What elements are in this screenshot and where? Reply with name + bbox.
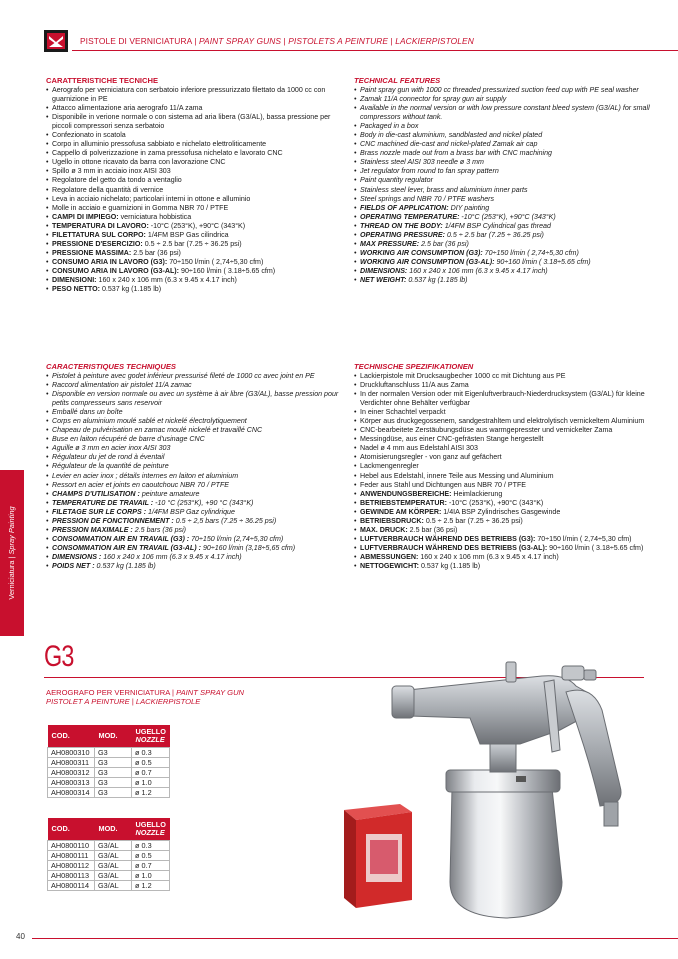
feature-item — [354, 158, 674, 167]
feature-text: verniciatura hobbistica — [118, 212, 192, 221]
feature-label: LUFTVERBRAUCH WÄHREND DES BETRIEBS (G3): — [360, 534, 536, 543]
feature-text: Stainless steel AISI 303 needle ø 3 mm — [360, 158, 484, 167]
feature-label: DIMENSIONS: — [360, 266, 408, 275]
feature-item — [354, 258, 674, 267]
feature-item — [46, 186, 342, 195]
feature-label: FILETAGE SUR LE CORPS : — [52, 507, 147, 516]
feature-label: DIMENSIONS : — [52, 552, 102, 561]
col-header-cod: COD. — [48, 725, 95, 747]
header-part: | — [388, 36, 396, 46]
feature-text: Hebel aus Edelstahl, innere Teile aus Messing und Aluminium — [360, 471, 554, 480]
feature-text: Emballé dans un boîte — [52, 408, 123, 417]
feature-text: Lackmengenregler — [360, 462, 419, 471]
feature-item — [46, 113, 342, 131]
feature-item — [354, 499, 674, 508]
feature-item — [354, 408, 674, 417]
feature-label: CONSUMO ARIA IN LAVORO (G3-AL): — [52, 266, 180, 275]
feature-text: Leva in acciaio nichelato; particolari interni in ottone e alluminio — [52, 194, 251, 203]
feature-text: Steel springs and NBR 70 / PTFE washers — [360, 194, 495, 203]
feature-text: Molle in acciaio e guarnizioni in Gomma NBR 70 / PTFE — [52, 203, 229, 212]
feature-item — [46, 435, 342, 444]
feature-text: Disponibile in verione normale o con sistema ad aria libera (G3/AL), bassa pressione per piccoli compressori senza serbatoio — [52, 113, 331, 131]
feature-item — [354, 276, 674, 285]
feature-label: TEMPERATURE DE TRAVAIL : — [52, 498, 154, 507]
feature-item — [354, 544, 674, 553]
feature-text: Paint spray gun with 1000 cc threaded pressurized suction feed cup with PE seal washer — [360, 86, 639, 94]
feature-item — [354, 231, 674, 240]
feature-item — [354, 186, 674, 195]
feature-text: 2.5 bar (36 psi) — [407, 525, 458, 534]
feature-text: 90÷160 l/min ( 3.18÷5.65 cfm) — [494, 257, 591, 266]
feature-text: Aguille ø 3 mm en acier inox AISI 303 — [52, 444, 171, 453]
feature-label: OPERATING PRESSURE: — [360, 230, 446, 239]
feature-text: Disponible en version normale ou avec un système à air libre (G3/AL), basse pression pour petits compresseurs sans reservoir — [52, 390, 339, 408]
header-part: PAINT SPRAY GUNS — [198, 36, 282, 46]
table-row — [48, 767, 170, 777]
feature-label: MAX PRESSURE: — [360, 239, 420, 248]
product-code-table-g3al — [47, 818, 170, 891]
feature-item — [354, 490, 674, 499]
cell-mod: G3 — [95, 778, 132, 788]
feature-item — [354, 562, 674, 571]
feature-item — [46, 535, 342, 544]
feature-item — [354, 453, 674, 462]
col-header-nozzle — [132, 725, 170, 747]
section-german — [354, 362, 674, 571]
table-header-row — [48, 725, 170, 747]
feature-text: Stainless steel lever, brass and aluminium inner parts — [360, 185, 528, 194]
feature-item — [46, 481, 342, 490]
feature-text: 2.5 bar (36 psi) — [131, 248, 181, 257]
feature-text: Buse en laiton récupéré de barre d'usinage CNC — [52, 435, 205, 444]
feature-text: Feder aus Stahl und Dichtungen aus NBR 70 / PTFE — [360, 480, 527, 489]
feature-text: 1/4IA BSP Zylindrisches Gasgewinde — [441, 507, 561, 516]
feature-label: MAX. DRUCK: — [360, 525, 408, 534]
cell-noz: ø 0.5 — [132, 757, 170, 767]
feature-text: 70÷150 l/min ( 2,74÷5,30 cfm) — [535, 534, 632, 543]
side-label-b: Spray Painting — [7, 506, 16, 555]
feature-item — [354, 462, 674, 471]
feature-item — [46, 408, 342, 417]
feature-item — [46, 553, 342, 562]
feature-item — [354, 435, 674, 444]
feature-item — [354, 140, 674, 149]
feature-text: 160 x 240 x 106 mm (6.3 x 9.45 x 4.17 inch) — [101, 552, 242, 561]
feature-item — [46, 167, 342, 176]
header-part: PISTOLETS A PEINTURE — [288, 36, 389, 46]
feature-text: 0.5 ÷ 2,5 bars (7.25 ÷ 36.25 psi) — [173, 516, 277, 525]
section-title: CARACTERISTIQUES TECHNIQUES — [46, 362, 176, 371]
header-divider — [72, 50, 678, 51]
feature-item — [46, 472, 342, 481]
cell-mod: G3/AL — [95, 850, 132, 860]
header-part: | — [281, 36, 289, 46]
feature-item — [354, 222, 674, 231]
model-sub-c: PISTOLET A PEINTURE | LACKIERPISTOLE — [46, 697, 201, 707]
feature-item — [46, 195, 342, 204]
feature-text: Körper aus druckgegossenem, sandgestrahltem und elektrolytisch vernickeltem Aluminium — [360, 417, 645, 426]
cell-noz: ø 0.5 — [132, 850, 170, 860]
feature-text: Jet regulator from round to fan spray pattern — [360, 167, 499, 176]
feature-text: Body in die-cast aluminium, sandblasted and nickel plated — [360, 131, 543, 140]
feature-text: 1/4FM BSP Gas cilindrica — [145, 230, 229, 239]
feature-text: 90÷160 l/min (3,18÷5,65 cfm) — [200, 543, 296, 552]
col-header-nozzle-en: NOZZLE — [135, 734, 165, 744]
section-title: TECHNISCHE SPEZIFIKATIONEN — [354, 362, 474, 371]
feature-label: CHAMPS D'UTILISATION : — [52, 489, 140, 498]
page-header — [44, 30, 678, 54]
feature-text: 0.537 kg (1.185 lb) — [99, 285, 162, 294]
header-title — [80, 36, 474, 46]
table-row — [48, 747, 170, 757]
cell-mod: G3 — [95, 767, 132, 777]
feature-item — [46, 204, 342, 213]
section-english — [354, 76, 674, 285]
feature-text: -10°C (253°K), +90°C (343°K) — [446, 498, 544, 507]
table-row — [48, 850, 170, 860]
feature-item — [354, 426, 674, 435]
feature-text: Corpo in alluminio pressofusa sabbiato e nichelato elettroliticamente — [52, 140, 267, 149]
feature-text: Attacco alimentazione aria aerografo 11/A zama — [52, 104, 203, 113]
feature-item — [354, 131, 674, 140]
feature-text: 160 x 240 x 106 mm (6.3 x 9.45 x 4.17 inch) — [96, 275, 237, 284]
model-sub-a: AEROGRAFO PER VERNICIATURA | — [46, 688, 177, 697]
feature-text: Nadel ø 4 mm aus Edelstahl AISI 303 — [360, 444, 478, 453]
cell-noz: ø 1.0 — [132, 871, 170, 881]
header-part: PISTOLE DI VERNICIATURA | — [80, 36, 199, 46]
feature-item — [46, 381, 342, 390]
feature-item — [46, 140, 342, 149]
page-number: 40 — [16, 932, 25, 941]
feature-item — [354, 240, 674, 249]
feature-list — [354, 86, 674, 285]
feature-text: Régulateur du jet de rond à éventail — [52, 453, 165, 462]
feature-text: CNC machined die-cast and nickel-plated Zamak air cap — [360, 140, 538, 149]
feature-text: Atomisierungsregler - von ganz auf gefächert — [360, 453, 502, 462]
feature-item — [46, 562, 342, 571]
feature-item — [354, 176, 674, 185]
feature-text: 90÷160 l/min ( 3.18÷5.65 cfm) — [547, 543, 644, 552]
feature-label: CONSOMMATION AIR EN TRAVAIL (G3) : — [52, 534, 190, 543]
feature-item — [46, 149, 342, 158]
feature-text: 70÷150 l/min ( 2,74÷5,30 cfm) — [482, 248, 579, 257]
feature-text: 1/4FM BSP Cylindrical gas thread — [442, 221, 551, 230]
feature-label: GEWINDE AM KÖRPER: — [360, 507, 442, 516]
feature-item — [354, 553, 674, 562]
feature-text: Heimlackierung — [451, 489, 503, 498]
feature-text: 160 x 240 x 106 mm (6.3 x 9.45 x 4.17 inch) — [418, 552, 559, 561]
feature-item — [46, 417, 342, 426]
feature-text: 2.5 bar (36 psi) — [419, 239, 469, 248]
feature-text: Confezionato in scatola — [52, 131, 126, 140]
feature-text: 0.537 kg (1.185 lb) — [418, 561, 481, 570]
feature-text: Pistolet à peinture avec godet inférieur pressurisé fileté de 1000 cc avec joint en PE — [52, 372, 315, 380]
feature-item — [354, 167, 674, 176]
cell-noz: ø 0.7 — [132, 860, 170, 870]
feature-item — [354, 526, 674, 535]
feature-text: Packaged in a box — [360, 122, 419, 131]
feature-item — [46, 276, 342, 285]
cell-noz: ø 0.7 — [132, 767, 170, 777]
feature-text: Aerografo per verniciatura con serbatoio inferiore pressurizzato filettato da 1000 cc con guarnizione in PE — [52, 86, 326, 104]
table-row — [48, 840, 170, 850]
section-title: TECHNICAL FEATURES — [354, 76, 441, 85]
feature-item — [354, 104, 674, 122]
feature-item — [46, 508, 342, 517]
feature-item — [46, 158, 342, 167]
feature-text: In einer Schachtel verpackt — [360, 408, 446, 417]
feature-item — [46, 444, 342, 453]
feature-text: Zamak 11/A connector for spray gun air supply — [360, 95, 507, 104]
cell-noz: ø 1.2 — [132, 881, 170, 891]
feature-label: WORKING AIR CONSUMPTION (G3-AL): — [360, 257, 495, 266]
feature-text: DIY painting — [448, 203, 490, 212]
feature-text: Chapeau de pulvérisation en zamac moulé nickelé et travaillé CNC — [52, 426, 263, 435]
feature-text: Cappello di polverizzazione in zama pressofusa nichelato e lavorato CNC — [52, 149, 283, 158]
feature-text: 0.537 kg (1.185 lb) — [406, 275, 468, 284]
table-row — [48, 871, 170, 881]
cell-mod: G3/AL — [95, 881, 132, 891]
brand-logo-icon — [44, 30, 68, 52]
feature-item — [46, 453, 342, 462]
cell-mod: G3 — [95, 788, 132, 798]
feature-text: Regolatore del getto da tondo a ventaglio — [52, 176, 182, 185]
feature-label: CONSUMO ARIA IN LAVORO (G3): — [52, 257, 168, 266]
feature-item — [354, 390, 674, 408]
cell-cod: AH0800114 — [48, 881, 95, 891]
feature-item — [46, 213, 342, 222]
feature-item — [354, 122, 674, 131]
feature-label: PRESSION MAXIMALE : — [52, 525, 133, 534]
feature-text: Spillo ø 3 mm in acciaio inox AISI 303 — [52, 167, 171, 176]
feature-item — [354, 195, 674, 204]
header-part: LACKIERPISTOLEN — [395, 36, 474, 46]
cell-mod: G3/AL — [95, 860, 132, 870]
feature-item — [354, 472, 674, 481]
side-category-tab — [0, 470, 24, 636]
feature-label: CAMPI DI IMPIEGO: — [52, 212, 119, 221]
feature-item — [46, 517, 342, 526]
feature-label: PESO NETTO: — [52, 285, 100, 294]
feature-text: Paint quantity regulator — [360, 176, 433, 185]
cell-cod: AH0800110 — [48, 840, 95, 850]
table-row — [48, 860, 170, 870]
feature-label: BETRIEBSTEMPERATUR: — [360, 498, 447, 507]
feature-label: ABMESSUNGEN: — [360, 552, 419, 561]
feature-text: Raccord alimentation air pistolet 11/A zamac — [52, 381, 192, 390]
cell-cod: AH0800113 — [48, 871, 95, 881]
feature-text: 0.5 ÷ 2.5 bar (7.25 ÷ 36.25 psi) — [142, 239, 242, 248]
table-header-row — [48, 818, 170, 840]
feature-text: 90÷160 l/min ( 3.18÷5.65 cfm) — [179, 266, 276, 275]
feature-text: Corps en aluminium moulé sablé et nickelé électrolytiquement — [52, 417, 247, 426]
model-sub-b: PAINT SPRAY GUN — [176, 688, 245, 697]
feature-text: Régulateur de la quantité de peinture — [52, 462, 169, 471]
feature-item — [354, 517, 674, 526]
feature-item — [46, 372, 342, 381]
cell-mod: G3/AL — [95, 871, 132, 881]
feature-item — [354, 149, 674, 158]
feature-item — [354, 417, 674, 426]
feature-text: -10°C (253°K), +90°C (343°K) — [148, 221, 246, 230]
cell-mod: G3/AL — [95, 840, 132, 850]
feature-text: Brass nozzle made out from a brass bar with CNC machining — [360, 149, 553, 158]
cell-noz: ø 0.3 — [132, 840, 170, 850]
feature-item — [46, 249, 342, 258]
feature-label: THREAD ON THE BODY: — [360, 221, 443, 230]
feature-text: CNC-bearbeitete Zerstäubungsdüse aus warmgepresster und vernickelter Zama — [360, 426, 613, 435]
feature-text: Available in the normal version or with low pressure constant bleed system (G3/AL) for small compressors without tank. — [360, 104, 650, 122]
feature-item — [354, 481, 674, 490]
feature-item — [46, 544, 342, 553]
col-header-nozzle — [132, 818, 170, 840]
cell-cod: AH0800311 — [48, 757, 95, 767]
side-label-a: Verniciatura | — [7, 554, 16, 600]
feature-text: 1/4FM BSP Gaz cylindrique — [146, 507, 235, 516]
cell-cod: AH0800310 — [48, 747, 95, 757]
feature-item — [46, 267, 342, 276]
feature-text: Messingdüse, aus einer CNC-gefrästen Stange hergestellt — [360, 435, 544, 444]
cell-cod: AH0800314 — [48, 788, 95, 798]
feature-item — [46, 426, 342, 435]
feature-item — [354, 249, 674, 258]
feature-label: ANWENDUNGSBEREICHE: — [360, 489, 452, 498]
section-italian — [46, 76, 342, 294]
feature-label: WORKING AIR CONSUMPTION (G3): — [360, 248, 483, 257]
section-title: CARATTERISTICHE TECNICHE — [46, 76, 159, 85]
col-header-nozzle-en: NOZZLE — [135, 827, 165, 837]
cell-mod: G3 — [95, 747, 132, 757]
feature-item — [46, 390, 342, 408]
feature-item — [46, 222, 342, 231]
feature-item — [354, 372, 674, 381]
feature-list — [46, 86, 342, 294]
feature-item — [46, 258, 342, 267]
cell-cod: AH0800112 — [48, 860, 95, 870]
feature-item — [46, 285, 342, 294]
model-subtitle — [46, 688, 276, 707]
footer-divider — [32, 938, 678, 939]
feature-text: 160 x 240 x 106 mm (6.3 x 9.45 x 4.17 inch) — [407, 266, 548, 275]
feature-text: Regolatore della quantità di vernice — [52, 185, 164, 194]
cell-noz: ø 0.3 — [132, 747, 170, 757]
feature-text: 2.5 bars (36 psi) — [132, 525, 187, 534]
feature-text: In der normalen Version oder mit Eigenluftverbrauch-Niederdrucksystem (G3/AL) für kleine Verdichter ohne Behälter verfügbar — [360, 390, 645, 408]
feature-text: Ugello in ottone ricavato da barra con lavorazione CNC — [52, 158, 226, 167]
feature-label: BETRIEBSDRUCK: — [360, 516, 424, 525]
feature-label: FILETTATURA SUL CORPO: — [52, 230, 146, 239]
cell-cod: AH0800111 — [48, 850, 95, 860]
feature-label: DIMENSIONI: — [52, 275, 97, 284]
section-french — [46, 362, 342, 571]
feature-item — [354, 508, 674, 517]
feature-item — [354, 213, 674, 222]
model-title: G3 — [44, 640, 74, 673]
col-header-ugello: UGELLO — [135, 820, 166, 830]
feature-item — [46, 86, 342, 104]
feature-item — [46, 231, 342, 240]
col-header-mod: MOD. — [95, 818, 132, 840]
feature-text: -10 °C (253°K), +90 °C (343°K) — [153, 498, 254, 507]
feature-item — [46, 499, 342, 508]
feature-text: peinture amateure — [139, 489, 200, 498]
cell-cod: AH0800312 — [48, 767, 95, 777]
feature-item — [354, 444, 674, 453]
feature-label: NETTOGEWICHT: — [360, 561, 419, 570]
feature-text: 0.537 kg (1.185 lb) — [94, 561, 156, 570]
feature-item — [354, 204, 674, 213]
feature-list — [46, 372, 342, 571]
feature-label: PRESSIONE MASSIMA: — [52, 248, 132, 257]
feature-text: 0.5 ÷ 2.5 bar (7.25 ÷ 36.25 psi) — [423, 516, 523, 525]
feature-item — [354, 381, 674, 390]
table-row — [48, 778, 170, 788]
feature-item — [354, 95, 674, 104]
cell-noz: ø 1.2 — [132, 788, 170, 798]
feature-item — [46, 526, 342, 535]
feature-text: 0.5 ÷ 2.5 bar (7.25 ÷ 36.25 psi) — [445, 230, 544, 239]
feature-label: FIELDS OF APPLICATION: — [360, 203, 449, 212]
cell-noz: ø 1.0 — [132, 778, 170, 788]
feature-label: NET WEIGHT: — [360, 275, 407, 284]
feature-label: POIDS NET : — [52, 561, 95, 570]
col-header-ugello: UGELLO — [135, 727, 166, 737]
side-category-label — [0, 470, 24, 636]
col-header-mod: MOD. — [95, 725, 132, 747]
feature-label: CONSOMMATION AIR EN TRAVAIL (G3-AL) : — [52, 543, 201, 552]
feature-label: PRESSIONE D'ESERCIZIO: — [52, 239, 143, 248]
feature-label: OPERATING TEMPERATURE: — [360, 212, 460, 221]
cell-mod: G3 — [95, 757, 132, 767]
feature-text: 70÷150 l/min ( 2,74÷5,30 cfm) — [167, 257, 264, 266]
feature-item — [46, 176, 342, 185]
feature-item — [46, 462, 342, 471]
product-box-image — [338, 800, 418, 912]
table-row — [48, 788, 170, 798]
feature-label: PRESSION DE FONCTIONNEMENT : — [52, 516, 174, 525]
feature-item — [46, 104, 342, 113]
feature-item — [46, 131, 342, 140]
product-code-table-g3 — [47, 725, 170, 798]
feature-text: Ressort en acier et joints en caoutchouc NBR 70 / PTFE — [52, 480, 230, 489]
table-row — [48, 881, 170, 891]
feature-label: TEMPERATURA DI LAVORO: — [52, 221, 149, 230]
feature-text: Levier en acier inox ; détails internes en laiton et aluminium — [52, 471, 239, 480]
feature-label: LUFTVERBRAUCH WÄHREND DES BETRIEBS (G3-AL): — [360, 543, 548, 552]
table-row — [48, 757, 170, 767]
feature-text: Lackierpistole mit Drucksaugbecher 1000 cc mit Dichtung aus PE — [360, 372, 566, 380]
feature-list — [354, 372, 674, 571]
cell-cod: AH0800313 — [48, 778, 95, 788]
feature-item — [46, 240, 342, 249]
feature-text: 70÷150 l/min (2,74÷5,30 cfm) — [189, 534, 284, 543]
feature-item — [354, 535, 674, 544]
feature-item — [354, 267, 674, 276]
col-header-cod: COD. — [48, 818, 95, 840]
feature-text: -10°C (253°K), +90°C (343°K) — [459, 212, 556, 221]
feature-item — [46, 490, 342, 499]
feature-text: Druckluftanschluss 11/A aus Zama — [360, 381, 469, 390]
feature-item — [354, 86, 674, 95]
